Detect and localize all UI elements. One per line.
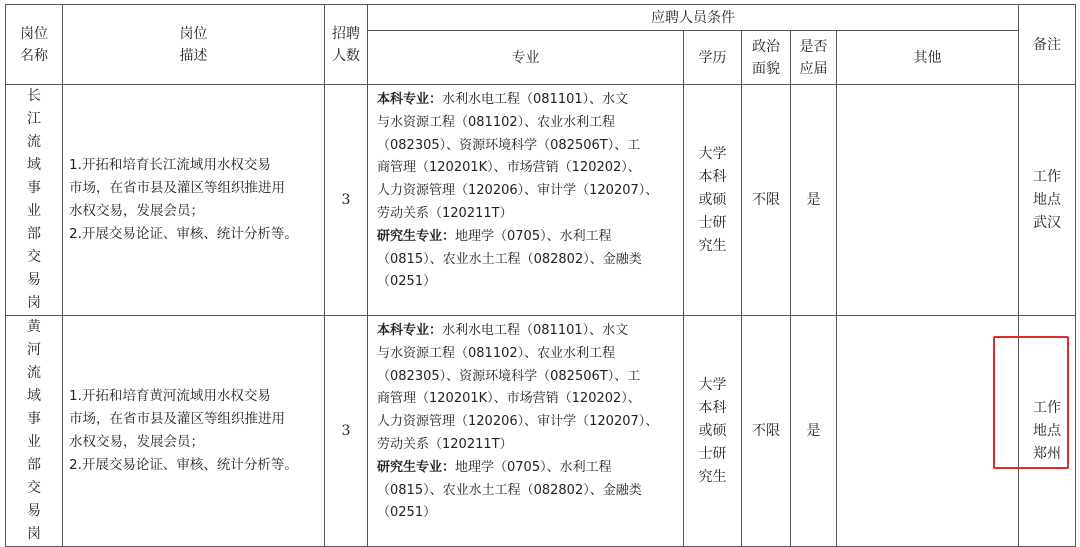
- header-conditions: 应聘人员条件: [368, 5, 1019, 31]
- headcount-cell: 3: [325, 316, 368, 547]
- post-name-cell: 黄河流域事业部交易岗: [6, 316, 63, 547]
- post-name-cell: 长江流域事业部交易岗: [6, 85, 63, 316]
- post-desc-cell: 1.开拓和培育长江流域用水权交易 市场，在省市县及灌区等组织推进用 水权交易，发展会员； 2.开展交易论证、审核、统计分析等。: [63, 85, 325, 316]
- remark-cell: 工作 地点 郑州: [1019, 316, 1076, 547]
- undergrad-label: 本科专业：: [377, 323, 443, 338]
- header-political: 政治 面貌: [742, 31, 791, 85]
- header-major: 专业: [368, 31, 684, 85]
- table-row: [6, 85, 1076, 316]
- highlight-box: [993, 336, 1069, 469]
- other-cell: [837, 316, 1019, 547]
- post-desc-cell: 1.开拓和培育黄河流域用水权交易 市场，在省市县及灌区等组织推进用 水权交易，发展会员； 2.开展交易论证、审核、统计分析等。: [63, 316, 325, 547]
- headcount-cell: 3: [325, 85, 368, 316]
- table-row: [6, 316, 1076, 547]
- header-other: 其他: [837, 31, 1019, 85]
- header-fresh-grad: 是否 应届: [791, 31, 837, 85]
- other-cell: [837, 85, 1019, 316]
- education-cell: 大学 本科 或硕 士研 究生: [684, 316, 742, 547]
- undergrad-label: 本科专业：: [377, 92, 443, 107]
- header-remark: 备注: [1019, 5, 1076, 85]
- header-headcount: 招聘 人数: [325, 5, 368, 85]
- fresh-grad-cell: 是: [791, 85, 837, 316]
- fresh-grad-cell: 是: [791, 316, 837, 547]
- major-cell: 本科专业：水利水电工程（081101）、水文 与水资源工程（081102）、农业水利工程 （082305）、资源环境科学（082506T）、工 商管理（120201K）、市场营销（120202）、 人力资源管理（120206）、审计学（120207）、 劳动关系（120211T） 研究生专业：地理学（0705）、水利工程 （0815）、农业水土工程（082802）、金融类 （0251）: [368, 85, 684, 316]
- header-row-1: [6, 5, 1076, 31]
- grad-label: 研究生专业：: [377, 459, 456, 475]
- header-post-name: 岗位 名称: [6, 5, 63, 85]
- recruitment-table: [5, 4, 1076, 547]
- header-post-desc: 岗位 描述: [63, 5, 325, 85]
- grad-label: 研究生专业：: [377, 228, 456, 244]
- political-cell: 不限: [742, 85, 791, 316]
- political-cell: 不限: [742, 316, 791, 547]
- header-education: 学历: [684, 31, 742, 85]
- education-cell: 大学 本科 或硕 士研 究生: [684, 85, 742, 316]
- remark-cell: 工作 地点 武汉: [1019, 85, 1076, 316]
- major-cell: 本科专业：水利水电工程（081101）、水文 与水资源工程（081102）、农业水利工程 （082305）、资源环境科学（082506T）、工 商管理（120201K）、市场营销（120202）、 人力资源管理（120206）、审计学（120207）、 劳动关系（120211T） 研究生专业：地理学（0705）、水利工程 （0815）、农业水土工程（082802）、金融类 （0251）: [368, 316, 684, 547]
